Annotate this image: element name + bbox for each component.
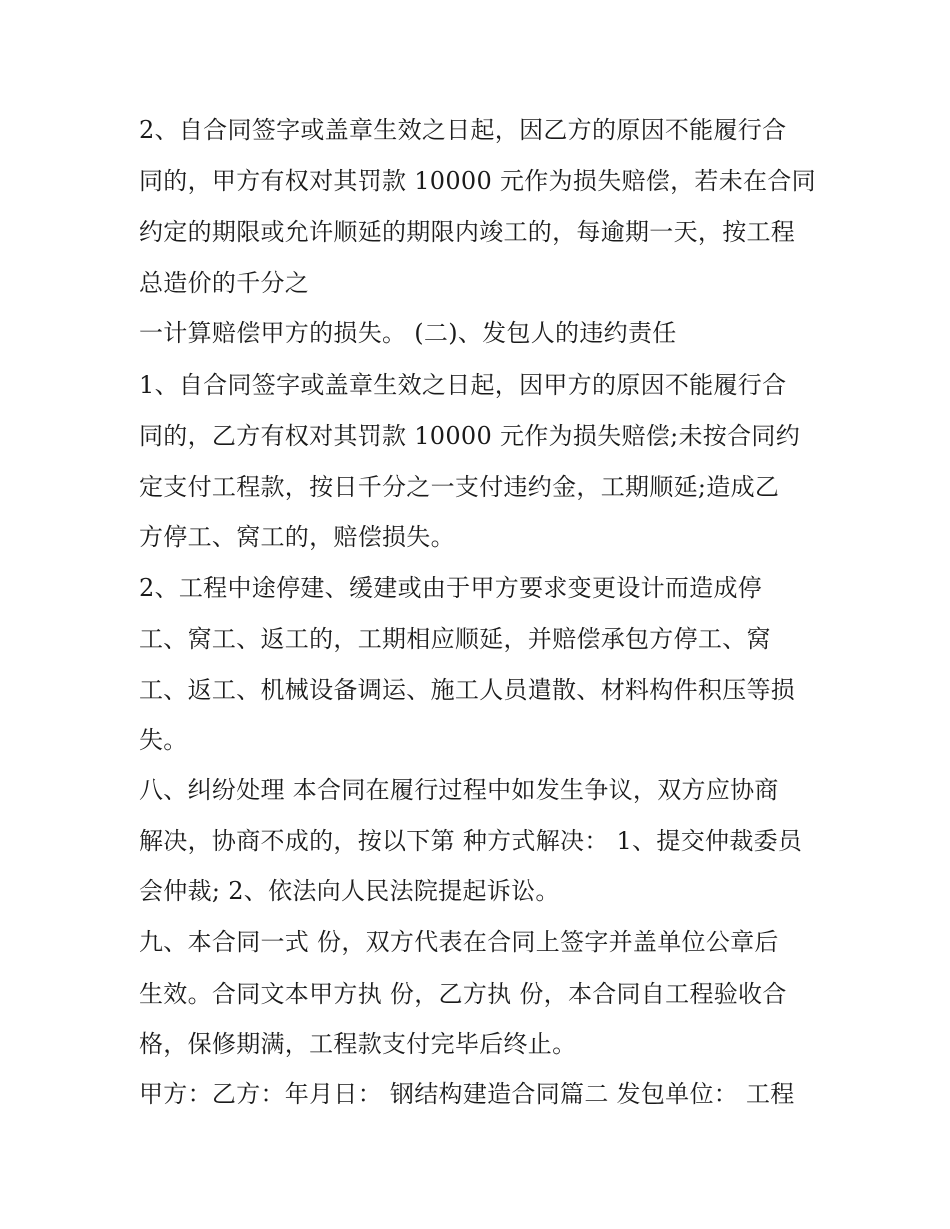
text-line: 2、自合同签字或盖章生效之日起，因乙方的原因不能履行合	[139, 116, 787, 144]
text-line: 约定的期限或允许顺延的期限内竣工的，每逾期一天，按工程	[139, 218, 796, 246]
text-line: 定支付工程款，按日千分之一支付违约金，工期顺延;造成乙	[139, 473, 780, 501]
text-line: 2、工程中途停建、缓建或由于甲方要求变更设计而造成停	[139, 574, 763, 602]
text-line: 失。	[139, 726, 188, 754]
text-line: 八、纠纷处理 本合同在履行过程中如发生争议，双方应协商	[139, 776, 779, 804]
text-line: 格，保修期满，工程款支付完毕后终止。	[139, 1030, 577, 1058]
text-line: 1、自合同签字或盖章生效之日起，因甲方的原因不能履行合	[139, 371, 787, 399]
text-line: 会仲裁; 2、依法向人民法院提起诉讼。	[139, 877, 560, 905]
text-line: 一计算赔偿甲方的损失。 (二)、发包人的违约责任	[139, 319, 677, 347]
text-line: 九、本合同一式 份，双方代表在合同上签字并盖单位公章后	[139, 928, 779, 956]
text-line: 工、返工、机械设备调运、施工人员遣散、材料构件积压等损	[139, 676, 796, 704]
text-line: 同的，甲方有权对其罚款 10000 元作为损失赔偿，若未在合同	[139, 167, 816, 195]
text-line: 甲方：乙方：年月日： 钢结构建造合同篇二 发包单位： 工程	[139, 1080, 795, 1108]
text-line: 工、窝工、返工的，工期相应顺延，并赔偿承包方停工、窝	[139, 625, 771, 653]
text-line: 方停工、窝工的，赔偿损失。	[139, 523, 455, 551]
text-line: 解决，协商不成的，按以下第 种方式解决： 1、提交仲裁委员	[139, 827, 803, 855]
text-line: 同的，乙方有权对其罚款 10000 元作为损失赔偿;未按合同约	[139, 422, 800, 450]
text-line: 生效。合同文本甲方执 份，乙方执 份，本合同自工程验收合	[139, 980, 787, 1008]
text-line: 总造价的千分之	[139, 269, 310, 297]
